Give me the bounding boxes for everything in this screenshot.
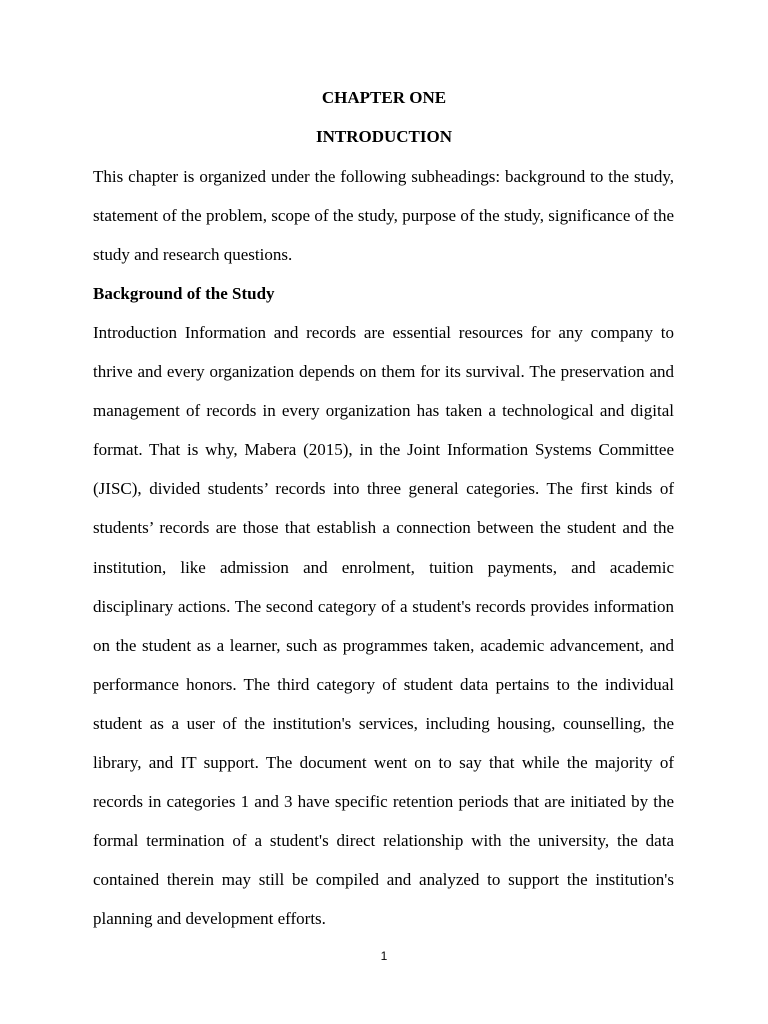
section-heading-background: Background of the Study: [93, 284, 275, 303]
intro-paragraph: This chapter is organized under the following subheadings: background to the study, statement of the problem, scope of the study, purpose of the study, significance of the study and research questions.: [93, 167, 674, 265]
page-number: 1: [380, 949, 388, 963]
background-paragraph: Introduction Information and records are essential resources for any company to thrive and every organization depends on them for its survival. The preservation and management of records in every organization has taken a technological and digital format. That is why, Mabera (2015), in the Joint Information Systems Committee (JISC), divided students’ records into three general categories. The first kinds of students’ records are those that establish a connection between the student and the institution, like admission and enrolment, tuition payments, and academic disciplinary actions. The second category of a student's records provides information on the student as a learner, such as programmes taken, academic advancement, and performance honors. The third category of student data pertains to the individual student as a user of the institution's services, including housing, counselling, the library, and IT support. The document went on to say that while the majority of records in categories 1 and 3 have specific retention periods that are initiated by the formal termination of a student's direct relationship with the university, the data contained therein may still be compiled and analyzed to support the institution's planning and development efforts.: [93, 323, 674, 929]
chapter-number-heading: CHAPTER ONE: [321, 88, 447, 107]
chapter-title-heading: INTRODUCTION: [315, 127, 453, 146]
